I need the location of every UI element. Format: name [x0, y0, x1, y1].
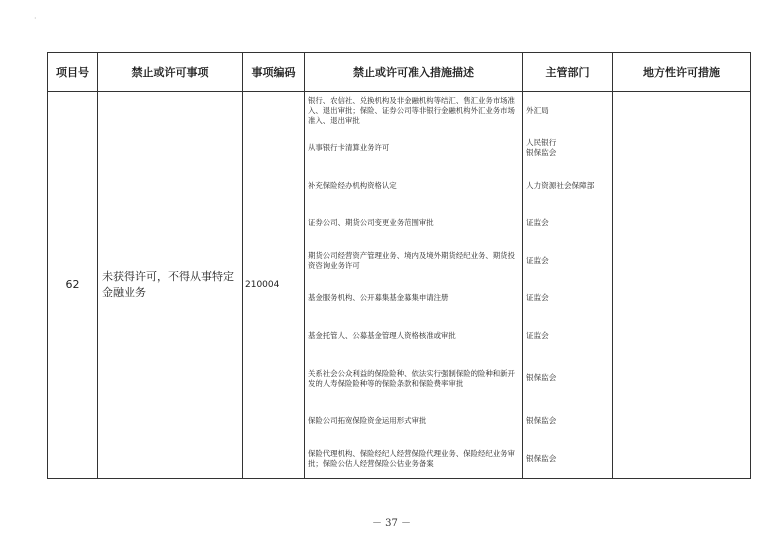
authority-name: 银保监会	[526, 416, 557, 426]
header-item-name: 禁止或许可事项	[98, 53, 243, 92]
authority-cell	[523, 130, 612, 168]
measure-description: 期货公司经营资产管理业务、境内及境外期货经纪业务、期货投资咨询业务许可	[308, 250, 515, 270]
authority-name: 银保监会	[526, 453, 557, 463]
authority-name: 人民银行	[526, 138, 557, 147]
header-local-measures: 地方性许可措施	[613, 53, 751, 92]
item-number: 62	[48, 92, 98, 479]
authority-cell	[523, 355, 612, 403]
measure-description: 保险代理机构、保险经纪人经营保险代理业务、保险经纪业务审批；保险公估人经营保险公估业务备案	[308, 448, 515, 468]
measure-description: 关系社会公众利益的保险险种、依法实行强制保险的险种和新开发的人寿保险险种等的保险条款和保险费率审批	[308, 368, 515, 388]
measures-column	[305, 92, 523, 479]
header-authority: 主管部门	[523, 53, 613, 92]
measure-description: 银行、农信社、兑换机构及非金融机构等结汇、售汇业务市场准入、退出审批；保险、证券公司等非银行金融机构外汇业务市场准入、退出审批	[308, 96, 515, 125]
authority-name: 人力资源社会保障部	[526, 180, 595, 190]
authority-cell	[523, 242, 612, 280]
item-name: 未获得许可，不得从事特定金融业务	[98, 92, 243, 479]
authority-name: 证监会	[526, 218, 549, 228]
authority-cell	[523, 92, 612, 130]
measure-description: 从事银行卡清算业务许可	[308, 143, 390, 153]
authority-cell	[523, 280, 612, 318]
page-mark: ·	[34, 14, 37, 23]
header-measure-description: 禁止或许可准入措施描述	[305, 53, 523, 92]
authority-cell	[523, 317, 612, 355]
authority-name: 证监会	[526, 255, 549, 265]
authority-cell	[523, 403, 612, 441]
authority-cell	[523, 205, 612, 243]
item-code: 210004	[243, 92, 305, 479]
measure-description: 证券公司、期货公司变更业务范围审批	[308, 218, 434, 228]
measure-description: 补充保险经办机构资格认定	[308, 180, 397, 190]
authority-cell	[523, 167, 612, 205]
authority-name: 银保监会	[526, 148, 557, 158]
authority-cell	[523, 440, 612, 478]
authority-name: 银保监会	[526, 373, 557, 383]
local-measures-cell	[613, 92, 751, 479]
header-row	[48, 53, 751, 92]
authority-column	[523, 92, 613, 479]
header-item-code: 事项编码	[243, 53, 305, 92]
permit-table	[47, 52, 751, 479]
authority-name: 外汇局	[526, 105, 549, 115]
table-row	[48, 92, 751, 479]
page-number: － 37 －	[371, 518, 412, 529]
measure-description: 保险公司拓宽保险资金运用形式审批	[308, 416, 427, 426]
authority-name: 证监会	[526, 330, 549, 340]
measure-description: 基金托管人、公募基金管理人资格核准或审批	[308, 330, 456, 340]
header-item-no: 项目号	[48, 53, 98, 92]
authority-name: 证监会	[526, 293, 549, 303]
measure-description: 基金服务机构、公开募集基金募集申请注册	[308, 293, 449, 303]
